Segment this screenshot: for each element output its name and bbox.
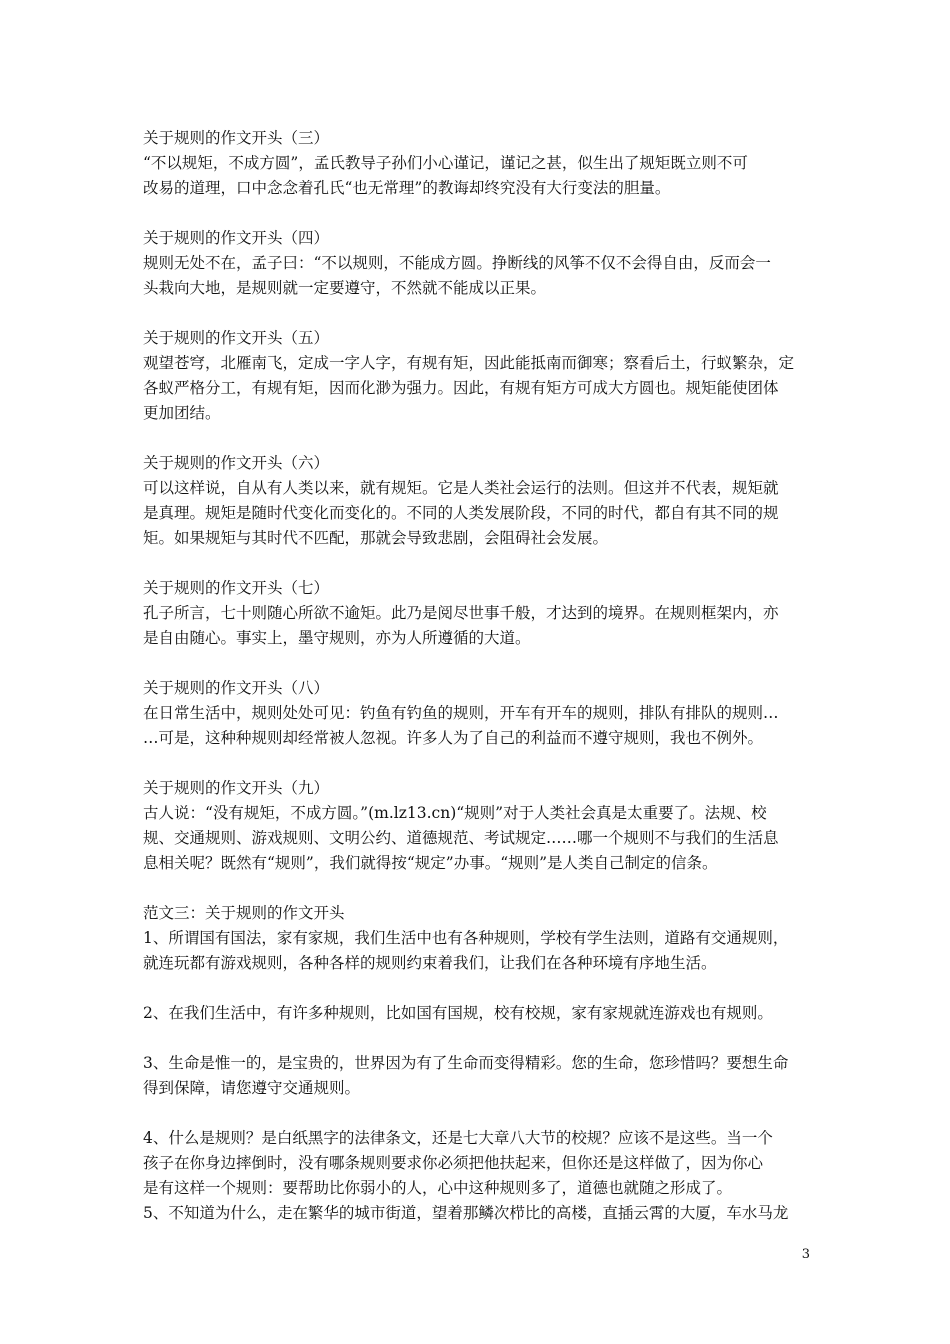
section-heading: 关于规则的作文开头（六） xyxy=(143,454,330,472)
section-5 xyxy=(143,326,809,426)
text-line: 可以这样说，自从有人类以来，就有规矩。它是人类社会运行的法则。但这并不代表，规矩就 xyxy=(143,479,779,497)
section-7 xyxy=(143,576,809,651)
text-line: 4、什么是规则？是白纸黑字的法律条文，还是七大章八大节的校规？应该不是这些。当一个 xyxy=(143,1129,773,1147)
page-number: 3 xyxy=(801,1247,810,1262)
text-line: 古人说：“没有规矩，不成方圆。”(m.lz13.cn)“规则”对于人类社会真是太重要了。法规、校 xyxy=(143,804,767,822)
text-line: 息相关呢？既然有“规则”，我们就得按“规定”办事。“规则”是人类自己制定的信条。 xyxy=(143,854,718,872)
essay-item-4 xyxy=(143,1126,809,1201)
section-9 xyxy=(143,776,809,876)
section-6 xyxy=(143,451,809,551)
text-line: 更加团结。 xyxy=(143,404,221,422)
section-heading: 关于规则的作文开头（三） xyxy=(143,129,330,147)
section-heading: 关于规则的作文开头（五） xyxy=(143,329,330,347)
text-line: 是有这样一个规则：要帮助比你弱小的人，心中这种规则多了，道德也就随之形成了。 xyxy=(143,1179,733,1197)
text-line: 改易的道理，口中念念着孔氏“也无常理”的教诲却终究没有大行变法的胆量。 xyxy=(143,179,671,197)
section-4 xyxy=(143,226,809,301)
text-line: 就连玩都有游戏规则，各种各样的规则约束着我们，让我们在各种环境有序地生活。 xyxy=(143,954,717,972)
text-line: “不以规矩，不成方圆”，孟氏教导子孙们小心谨记，谨记之甚，似生出了规矩既立则不可 xyxy=(143,154,748,172)
section-heading: 关于规则的作文开头（八） xyxy=(143,679,330,697)
text-line: 2、在我们生活中，有许多种规则，比如国有国规，校有校规，家有家规就连游戏也有规则。 xyxy=(143,1004,773,1022)
text-line: 是自由随心。事实上，墨守规则，亦为人所遵循的大道。 xyxy=(143,629,531,647)
essay-section xyxy=(143,901,809,1226)
text-line: 3、生命是惟一的，是宝贵的，世界因为有了生命而变得精彩。您的生命，您珍惜吗？要想生命 xyxy=(143,1054,789,1072)
text-line: …可是，这种种规则却经常被人忽视。许多人为了自己的利益而不遵守规则，我也不例外。 xyxy=(143,729,764,747)
text-line: 孔子所言，七十则随心所欲不逾矩。此乃是阅尽世事千般，才达到的境界。在规则框架内，亦 xyxy=(143,604,779,622)
text-line: 规则无处不在，孟子曰：“不以规则，不能成方圆。挣断线的风筝不仅不会得自由，反而会一 xyxy=(143,254,771,272)
section-heading: 关于规则的作文开头（四） xyxy=(143,229,330,247)
text-line: 1、所谓国有国法，家有家规，我们生活中也有各种规则，学校有学生法则，道路有交通规则， xyxy=(143,929,789,947)
text-line: 得到保障，请您遵守交通规则。 xyxy=(143,1079,361,1097)
essay-item-2 xyxy=(143,1001,809,1026)
section-heading: 关于规则的作文开头（九） xyxy=(143,779,330,797)
text-line: 各蚁严格分工，有规有矩，因而化渺为强力。因此，有规有矩方可成大方圆也。规矩能使团体 xyxy=(143,379,779,397)
section-8 xyxy=(143,676,809,751)
essay-item-1 xyxy=(143,926,809,976)
essay-heading: 范文三：关于规则的作文开头 xyxy=(143,904,345,922)
section-heading: 关于规则的作文开头（七） xyxy=(143,579,330,597)
text-line: 孩子在你身边摔倒时，没有哪条规则要求你必须把他扶起来，但你还是这样做了，因为你心 xyxy=(143,1154,764,1172)
text-line: 矩。如果规矩与其时代不匹配，那就会导致悲剧，会阻碍社会发展。 xyxy=(143,529,609,547)
text-line: 在日常生活中，规则处处可见：钓鱼有钓鱼的规则，开车有开车的规则，排队有排队的规则… xyxy=(143,704,779,722)
text-line: 观望苍穹，北雁南飞，定成一字人字，有规有矩，因此能抵南而御寒；察看后土，行蚁繁杂，定 xyxy=(143,354,795,372)
essay-item-5 xyxy=(143,1201,809,1226)
essay-item-3 xyxy=(143,1051,809,1101)
section-3 xyxy=(143,126,809,201)
text-line: 5、不知道为什么，走在繁华的城市街道，望着那鳞次栉比的高楼，直插云霄的大厦，车水马龙 xyxy=(143,1204,789,1222)
text-line: 头栽向大地，是规则就一定要遵守，不然就不能成以正果。 xyxy=(143,279,547,297)
text-line: 规、交通规则、游戏规则、文明公约、道德规范、考试规定……哪一个规则不与我们的生活息 xyxy=(143,829,779,847)
text-line: 是真理。规矩是随时代变化而变化的。不同的人类发展阶段，不同的时代，都自有其不同的规 xyxy=(143,504,779,522)
document-body xyxy=(143,126,809,1226)
